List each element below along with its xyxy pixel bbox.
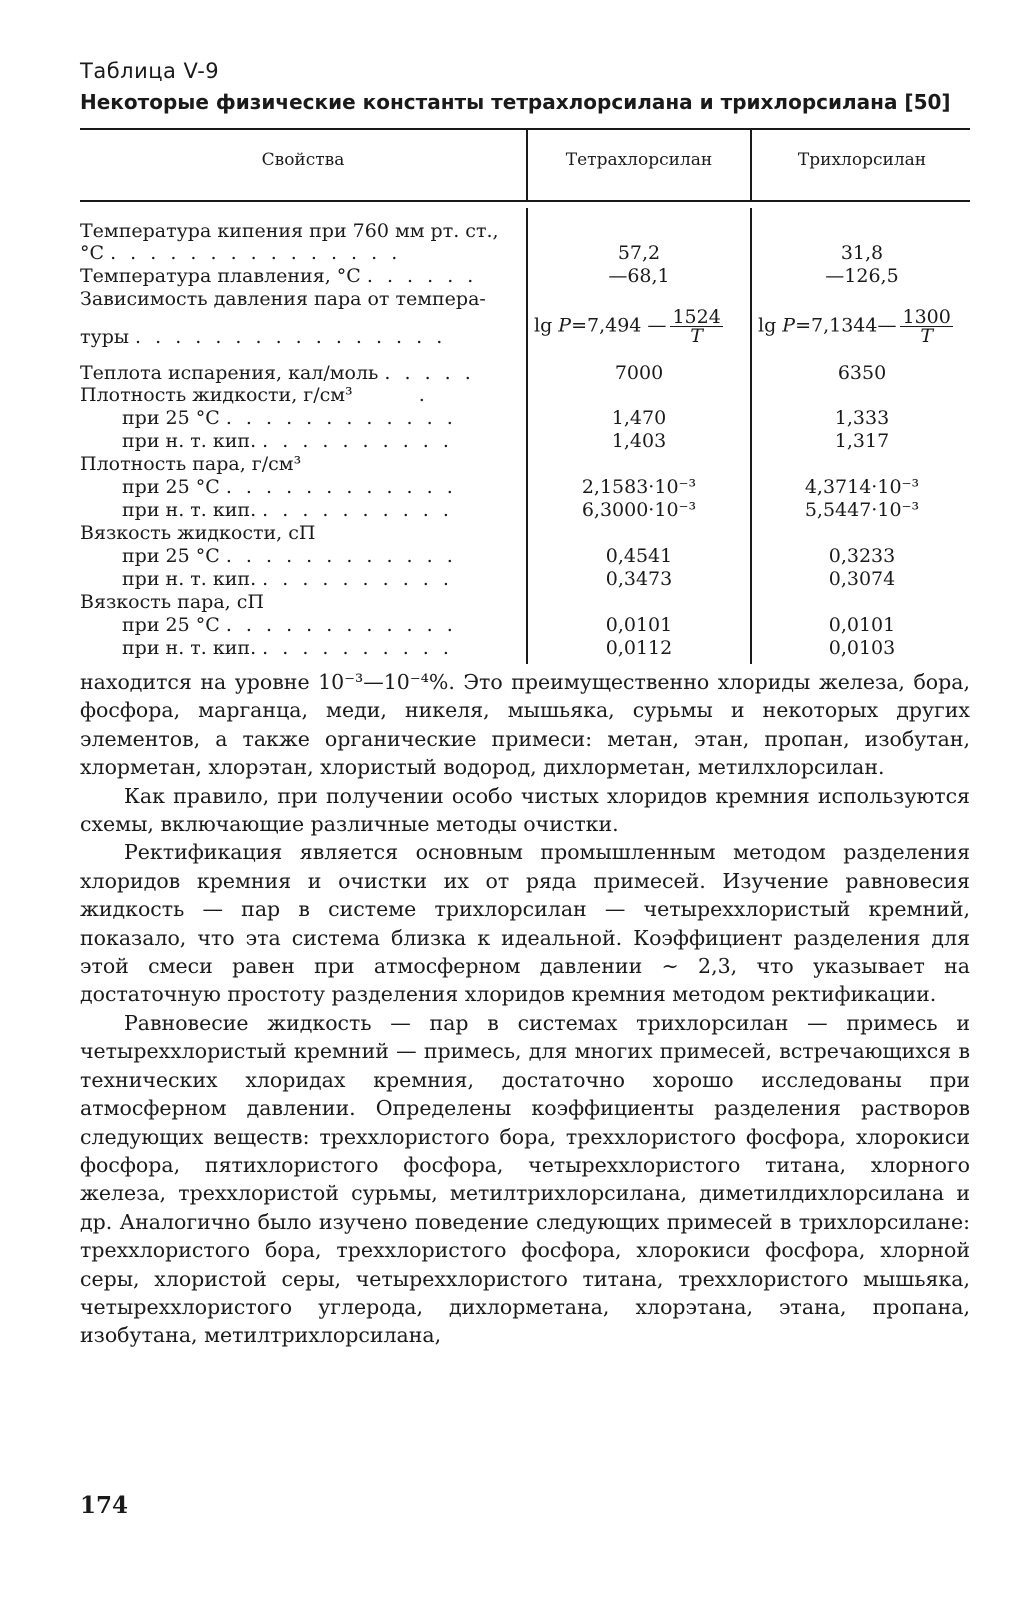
value-sicl4: 0,4541	[605, 545, 673, 567]
leader-dots: .	[418, 384, 429, 406]
value-sicl4: 7000	[614, 362, 664, 384]
table-row	[80, 568, 970, 590]
constants-table	[80, 122, 970, 668]
value-sihcl3: 0,0101	[828, 614, 896, 636]
value-sihcl3: 0,3074	[828, 568, 896, 590]
leader-dots: . . . . . . . . . . . .	[225, 614, 457, 636]
table-row	[80, 430, 970, 452]
table-row	[80, 637, 970, 659]
header-divider-2	[750, 128, 752, 200]
value-sihcl3: 6350	[837, 362, 887, 384]
property-name: Зависимость давления пара от темпера-	[80, 288, 486, 310]
value-sihcl3: 0,3233	[828, 545, 896, 567]
table-row	[80, 407, 970, 429]
leader-dots: . . . . . . . . . . . .	[225, 407, 457, 429]
leader-dots: . . . . . . . . . . . .	[225, 476, 457, 498]
table-title: Некоторые физические константы тетрахлорсилана и трихлорсилана [50]	[80, 90, 951, 114]
value-sicl4: 57,2	[617, 242, 661, 264]
value-sihcl3: 4,3714·10⁻³	[804, 476, 920, 498]
formula-rhs: =7,494 —	[571, 314, 667, 337]
table-row	[80, 499, 970, 521]
property-name: при н. т. кип.	[122, 430, 257, 452]
table-row	[80, 288, 970, 310]
table-row	[80, 614, 970, 636]
value-sicl4: 0,0112	[605, 637, 673, 659]
property-name: при 25 °С	[122, 614, 220, 636]
formula-fraction	[900, 308, 952, 345]
fraction-denominator: T	[690, 325, 703, 347]
value-sihcl3: 1,317	[834, 430, 890, 452]
leader-dots: . . . . . . . . . . . . . . .	[110, 242, 402, 264]
fraction-numerator: 1300	[902, 306, 951, 328]
property-name: Температура кипения при 760 мм рт. ст.,	[80, 220, 499, 242]
header-properties: Свойства	[261, 150, 345, 170]
paragraph: Ректификация является основным промышленным методом разделения хлоридов кремния и очистки их от ряда примесей. Изучение равновесия жидкость — пар в системе трихлорсилан — четыреххлористый кремний, показало, что эта система близка к идеальной. Коэффициент разделения для этой смеси равен при атмосферном давлении ∼ 2,3, что указывает на достаточную простоту разделения хлоридов кремния методом ректификации.	[80, 840, 970, 1007]
paragraph: Равновесие жидкость — пар в системах трихлорсилан — примесь и четыреххлористый кремний — примесь, для многих примесей, встречающихся в технических хлоридах кремния, достаточно хорошо исследованы при атмосферном давлении. Определены коэффициенты разделения растворов следующих веществ: треххлористого бора, треххлористого фосфора, хлорокиси фосфора, пятихлористого фосфора, четыреххлористого титана, хлорного железа, треххлористой сурьмы, метилтрихлорсилана, диметилдихлорсилана и др. Аналогично было изучено поведение следующих примесей в трихлорсилане: треххлористого бора, треххлористого фосфора, хлорокиси фосфора, хлорной серы, хлористой серы, четыреххлористого титана, треххлористого мышьяка, четыреххлористого углерода, дихлорметана, хлорэтана, этана, пропана, изобутана, метилтрихлорсилана,	[80, 1010, 970, 1348]
property-name: Вязкость пара, сП	[80, 591, 264, 613]
property-name: Вязкость жидкости, сП	[80, 522, 316, 544]
header-trichlorosilane: Трихлорсилан	[797, 150, 927, 170]
table-row	[80, 453, 970, 475]
formula-lhs: lg P	[534, 314, 572, 337]
property-name: °С	[80, 242, 105, 264]
property-name: при 25 °С	[122, 476, 220, 498]
property-name: при н. т. кип.	[122, 568, 257, 590]
fraction-denominator: T	[920, 325, 933, 347]
leader-dots: . . . . . . . . . . . . . . . .	[135, 326, 447, 348]
formula-sihcl3	[758, 308, 974, 345]
property-name: туры	[80, 326, 129, 348]
leader-dots: . . . . . .	[366, 265, 478, 287]
table-row	[80, 220, 970, 242]
formula-sicl4	[534, 308, 752, 345]
value-sicl4: 2,1583·10⁻³	[581, 476, 697, 498]
table-row	[80, 362, 970, 384]
value-sihcl3: 1,333	[834, 407, 890, 429]
leader-dots: . . . . . . . . . .	[262, 637, 453, 659]
value-sihcl3: 31,8	[840, 242, 884, 264]
table-header-rule	[80, 200, 970, 202]
property-name: при н. т. кип.	[122, 499, 257, 521]
table-row	[80, 522, 970, 544]
table-row	[80, 476, 970, 498]
property-name: Температура плавления, °С	[80, 265, 361, 287]
header-divider-1	[526, 128, 528, 200]
table-top-rule	[80, 128, 970, 130]
value-sihcl3: —126,5	[825, 265, 899, 287]
leader-dots: . . . . . . . . . .	[262, 499, 453, 521]
body-text	[80, 668, 970, 1350]
value-sihcl3: 0,0103	[828, 637, 896, 659]
value-sicl4: 0,3473	[605, 568, 673, 590]
value-sicl4: 0,0101	[605, 614, 673, 636]
value-sicl4: 1,403	[611, 430, 667, 452]
formula-rhs: =7,1344—	[795, 314, 897, 337]
table-row	[80, 265, 970, 287]
property-name: Плотность жидкости, г/см³	[80, 384, 353, 406]
leader-dots: . . . . .	[384, 362, 475, 384]
page	[80, 58, 970, 1350]
leader-dots: . . . . . . . . . . . .	[225, 545, 457, 567]
table-label: Таблица V-9	[80, 59, 220, 83]
property-name: Плотность пара, г/см³	[80, 453, 302, 475]
leader-dots: . . . . . . . . . .	[262, 568, 453, 590]
value-sicl4: 6,3000·10⁻³	[581, 499, 697, 521]
fraction-numerator: 1524	[672, 306, 721, 328]
leader-dots: . . . . . . . . . .	[262, 430, 453, 452]
table-row	[80, 591, 970, 613]
paragraph: находится на уровне 10⁻³—10⁻⁴%. Это преимущественно хлориды железа, бора, фосфора, марганца, меди, никеля, мышьяка, сурьмы и некоторых других элементов, а также органические примеси: метан, этан, пропан, изобутан, хлорметан, хлорэтан, хлористый водород, дихлорметан, метилхлорсилан.	[80, 670, 970, 780]
table-row	[80, 242, 970, 264]
page-number: 174	[80, 1492, 129, 1519]
table-row	[80, 384, 970, 406]
paragraph: Как правило, при получении особо чистых хлоридов кремния используются схемы, включающие различные методы очистки.	[80, 783, 970, 837]
property-name: при 25 °С	[122, 545, 220, 567]
table-row	[80, 545, 970, 567]
property-name: Теплота испарения, кал/моль	[80, 362, 379, 384]
property-name: при 25 °С	[122, 407, 220, 429]
value-sicl4: —68,1	[608, 265, 670, 287]
value-sicl4: 1,470	[611, 407, 667, 429]
value-sihcl3: 5,5447·10⁻³	[804, 499, 920, 521]
header-tetrachlorosilane: Тетрахлорсилан	[565, 150, 713, 170]
table-row	[80, 306, 970, 352]
formula-fraction	[670, 308, 722, 345]
formula-lhs: lg P	[758, 314, 796, 337]
property-name: при н. т. кип.	[122, 637, 257, 659]
